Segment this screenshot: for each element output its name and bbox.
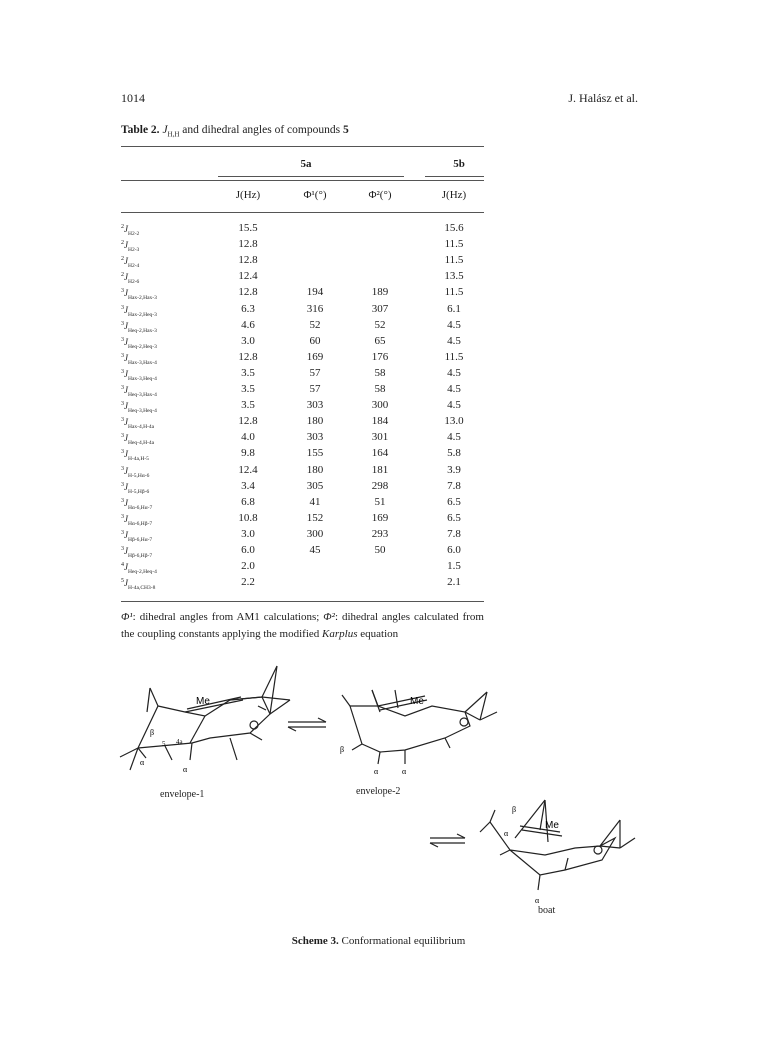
- row-label-sub: Heq-3,Heq-4: [128, 408, 157, 415]
- row-label-sub: Hax-3,Hax-4: [128, 359, 157, 366]
- cell-phi2: 176: [371, 350, 389, 363]
- row-label-sub: Heq-3,Hax-4: [128, 392, 157, 398]
- row-label-sup: 2: [121, 240, 124, 247]
- col-header-j-5b: J(Hz): [441, 189, 467, 201]
- conformer-label-envelope-2: envelope-2: [356, 786, 401, 797]
- row-label-j: J: [124, 240, 128, 251]
- row-label-sup: 3: [121, 288, 124, 295]
- cell-phi1: 155: [306, 447, 324, 460]
- cell-j-5a: 12.4: [238, 270, 258, 283]
- cell-phi1: 303: [306, 399, 324, 412]
- row-label-j: J: [124, 513, 128, 524]
- row-label-j: J: [124, 529, 128, 540]
- cell-j-5b: 15.6: [444, 222, 464, 234]
- col-header-phi2: Φ²(°): [368, 189, 392, 201]
- cell-j-5a: 12.8: [238, 415, 258, 428]
- row-label-sup: 3: [121, 417, 124, 424]
- label-atom4a: 4a: [176, 738, 183, 746]
- cell-phi2: 301: [371, 431, 389, 444]
- row-label-j: J: [124, 465, 128, 476]
- label-alpha-3b: α: [535, 896, 540, 905]
- label-alpha-1a: α: [140, 758, 145, 767]
- label-me-1: Me: [196, 696, 210, 707]
- row-label-sup: 3: [121, 352, 124, 359]
- table-caption-compound: 5: [342, 124, 349, 136]
- cell-j-5b: 13.5: [444, 270, 464, 283]
- footnote-karplus: Karplus: [322, 628, 358, 640]
- footnote-phi1-text: : dihedral angles from AM1 calculations;: [132, 611, 324, 623]
- row-label-j: J: [124, 352, 128, 363]
- label-beta-1: β: [150, 728, 155, 737]
- cell-j-5a: 12.4: [238, 463, 258, 476]
- row-label-sub: H-4a,CH3-8: [128, 585, 156, 592]
- cell-j-5b: 6.1: [447, 302, 461, 315]
- cell-j-5a: 6.3: [241, 302, 255, 315]
- scheme-caption: [0, 935, 757, 947]
- row-label-sup: 3: [121, 320, 124, 327]
- row-label-sup: 3: [121, 433, 124, 440]
- row-label-j: J: [124, 288, 128, 299]
- cell-phi2: 293: [371, 527, 389, 540]
- cell-j-5b: 13.0: [444, 415, 464, 428]
- row-label-sub: Hα-6,Hβ-7: [128, 520, 153, 527]
- cell-j-5b: 7.8: [447, 527, 461, 540]
- label-me-2: Me: [410, 696, 424, 707]
- row-label-j: J: [124, 562, 128, 573]
- equilibrium-arrow-2: [430, 834, 465, 847]
- cell-j-5b: 11.5: [444, 238, 464, 251]
- row-label-sup: 2: [121, 256, 124, 263]
- equilibrium-arrow-1: [288, 718, 326, 731]
- row-label-sup: 3: [121, 401, 124, 408]
- row-label-sup: 3: [121, 465, 124, 472]
- row-label-sup: 2: [121, 272, 124, 279]
- row-label-sub: Hβ-6,Hα-7: [128, 536, 153, 543]
- table-caption-label: Table 2.: [121, 124, 160, 136]
- cell-j-5b: 6.5: [447, 495, 461, 508]
- cell-j-5a: 12.8: [238, 238, 258, 251]
- cell-phi1: 305: [306, 479, 324, 492]
- conformer-label-envelope-1: envelope-1: [160, 789, 205, 800]
- table-caption-text: and dihedral angles of compounds: [179, 124, 343, 136]
- row-label-sup: 3: [121, 546, 124, 552]
- cell-phi1: 180: [306, 463, 324, 476]
- cell-phi1: 300: [306, 527, 324, 540]
- group-header-5b: 5b: [453, 158, 465, 170]
- cell-phi1: 180: [306, 415, 324, 428]
- row-label-sub: Heq-4,H-4a: [128, 440, 155, 447]
- row-label-sup: 3: [121, 385, 124, 391]
- row-label-j: J: [124, 481, 128, 492]
- cell-j-5a: 12.8: [238, 350, 258, 363]
- cell-phi2: 181: [371, 463, 389, 476]
- row-label-j: J: [124, 401, 128, 412]
- group-header-5a: 5a: [300, 158, 312, 170]
- row-label-j: J: [124, 336, 128, 347]
- row-label-sup: 3: [121, 368, 124, 375]
- row-label-sub: Heq-2,Heq-3: [128, 343, 157, 350]
- cell-phi1: 303: [306, 431, 324, 444]
- cell-j-5a: 3.0: [241, 527, 255, 540]
- row-label-sub: Hax-2,Hax-3: [128, 295, 157, 302]
- label-alpha-2b: α: [402, 767, 407, 776]
- row-label-sub: Heq-2,Heq-4: [128, 569, 157, 576]
- cell-j-5a: 9.8: [241, 447, 255, 460]
- cell-j-5a: 3.5: [241, 399, 255, 412]
- cell-phi2: 52: [374, 318, 386, 331]
- cell-phi2: 298: [371, 479, 389, 492]
- scheme-caption-text: Conformational equilibrium: [338, 935, 466, 947]
- cell-phi1: 152: [306, 511, 324, 524]
- cell-j-5b: 4.5: [447, 431, 461, 444]
- row-label-sub: Hax-2,Heq-3: [128, 311, 157, 318]
- row-label-sub: H-4a,H-5: [128, 456, 149, 463]
- conformer-label-boat: boat: [538, 905, 556, 916]
- row-label-j: J: [124, 320, 128, 331]
- running-head-authors: J. Halász et al.: [568, 91, 638, 105]
- row-label-j: J: [124, 368, 128, 379]
- cell-phi1: 194: [306, 286, 324, 299]
- cell-phi1: 169: [306, 350, 324, 363]
- cell-j-5b: 4.5: [447, 366, 461, 379]
- cell-j-5b: 4.5: [447, 318, 461, 331]
- cell-phi2: 51: [374, 495, 386, 508]
- row-label-j: J: [124, 256, 128, 267]
- cell-j-5b: 4.5: [447, 334, 461, 347]
- cell-j-5a: 2.2: [241, 576, 255, 589]
- cell-j-5b: 5.8: [447, 447, 461, 460]
- footnote-tail: equation: [357, 628, 399, 640]
- row-label-sub: H2-4: [128, 263, 140, 270]
- cell-j-5a: 3.5: [241, 366, 255, 379]
- row-label-j: J: [124, 304, 128, 315]
- label-alpha-2a: α: [374, 767, 379, 776]
- cell-phi2: 300: [371, 399, 389, 412]
- cell-j-5b: 4.5: [447, 399, 461, 412]
- cell-phi2: 65: [374, 334, 386, 347]
- structure-envelope-1: [120, 666, 290, 770]
- row-label-sup: 3: [121, 513, 124, 520]
- table-caption-symbol: J: [162, 124, 168, 136]
- label-atom5: 5: [162, 740, 166, 748]
- cell-phi1: 41: [309, 495, 321, 508]
- label-beta-2: β: [340, 745, 345, 754]
- row-label-sup: 3: [121, 336, 124, 343]
- row-label-sup: 3: [121, 497, 124, 504]
- cell-phi1: 45: [309, 544, 321, 556]
- footnote-phi1-symbol: Φ¹: [121, 611, 133, 623]
- cell-j-5b: 3.9: [447, 463, 461, 476]
- cell-j-5a: 12.8: [238, 254, 258, 267]
- cell-phi2: 50: [374, 544, 386, 556]
- row-label-sub: H2-2: [128, 231, 140, 237]
- cell-j-5a: 6.0: [241, 544, 255, 556]
- cell-j-5b: 11.5: [444, 350, 464, 363]
- row-label-j: J: [124, 417, 128, 428]
- cell-j-5a: 3.4: [241, 479, 255, 492]
- row-label-sub: H2-3: [128, 247, 140, 254]
- footnote-phi2-text: : dihedral angles calculated from the coupling constants applying the modified: [121, 611, 484, 640]
- cell-j-5b: 6.0: [447, 544, 461, 556]
- row-label-j: J: [124, 578, 128, 589]
- cell-j-5b: 2.1: [447, 576, 461, 589]
- row-label-sub: H-5,Hβ-6: [128, 488, 150, 495]
- cell-j-5b: 7.8: [447, 479, 461, 492]
- row-label-sup: 5: [121, 578, 124, 585]
- cell-j-5a: 10.8: [238, 511, 258, 524]
- col-header-phi1: Φ¹(°): [303, 189, 327, 201]
- row-label-j: J: [124, 272, 128, 283]
- row-label-j: J: [124, 546, 128, 556]
- row-label-j: J: [124, 497, 128, 508]
- label-alpha-3a: α: [504, 829, 509, 838]
- row-label-sub: H2-6: [128, 279, 140, 286]
- col-header-j-5a: J(Hz): [235, 189, 261, 201]
- row-label-sub: Heq-2,Hax-3: [128, 327, 157, 334]
- cell-phi1: 316: [306, 302, 324, 315]
- cell-phi1: 52: [309, 318, 321, 331]
- cell-phi2: 189: [371, 286, 389, 299]
- label-alpha-1b: α: [183, 765, 188, 774]
- cell-phi2: 164: [371, 447, 389, 460]
- cell-j-5a: 3.0: [241, 334, 255, 347]
- cell-j-5a: 15.5: [238, 222, 258, 234]
- structure-boat: [480, 800, 635, 890]
- row-label-sub: H-5,Hα-6: [128, 472, 150, 479]
- cell-j-5b: 6.5: [447, 511, 461, 524]
- cell-phi1: 57: [309, 383, 321, 395]
- row-label-j: J: [124, 385, 128, 395]
- row-label-sub: Hβ-6,Hβ-7: [128, 553, 153, 559]
- row-label-sup: 2: [121, 224, 124, 230]
- table-caption-sub: H,H: [167, 130, 180, 139]
- cell-phi1: 60: [309, 334, 321, 347]
- row-label-j: J: [124, 224, 128, 234]
- cell-phi1: 57: [309, 366, 321, 379]
- cell-j-5a: 3.5: [241, 383, 255, 395]
- label-me-3: Me: [545, 820, 559, 831]
- label-beta-3: β: [512, 805, 517, 814]
- cell-phi2: 169: [371, 511, 389, 524]
- cell-j-5a: 4.6: [241, 318, 255, 331]
- row-label-sub: Hα-6,Hα-7: [128, 504, 153, 511]
- cell-j-5a: 2.0: [241, 560, 255, 573]
- cell-j-5b: 4.5: [447, 383, 461, 395]
- page-number: 1014: [121, 91, 145, 105]
- row-label-j: J: [124, 433, 128, 444]
- cell-phi2: 307: [371, 302, 389, 315]
- cell-phi2: 184: [371, 415, 389, 428]
- row-label-sub: Hax-4,H-4a: [128, 424, 155, 431]
- cell-j-5a: 6.8: [241, 495, 255, 508]
- cell-j-5b: 11.5: [444, 254, 464, 267]
- row-label-sup: 3: [121, 449, 124, 456]
- cell-j-5a: 12.8: [238, 286, 258, 299]
- cell-phi2: 58: [374, 366, 386, 379]
- scheme-caption-label: Scheme 3.: [291, 935, 339, 947]
- cell-j-5b: 11.5: [444, 286, 464, 299]
- row-label-j: J: [124, 449, 128, 460]
- row-label-sup: 3: [121, 529, 124, 536]
- footnote-phi2-symbol: Φ²: [323, 611, 335, 623]
- cell-j-5a: 4.0: [241, 431, 255, 444]
- row-label-sup: 3: [121, 481, 124, 488]
- cell-phi2: 58: [374, 383, 386, 395]
- row-label-sup: 3: [121, 304, 124, 311]
- row-label-sup: 4: [121, 562, 124, 569]
- row-label-sub: Hax-3,Heq-4: [128, 375, 157, 382]
- cell-j-5b: 1.5: [447, 560, 461, 573]
